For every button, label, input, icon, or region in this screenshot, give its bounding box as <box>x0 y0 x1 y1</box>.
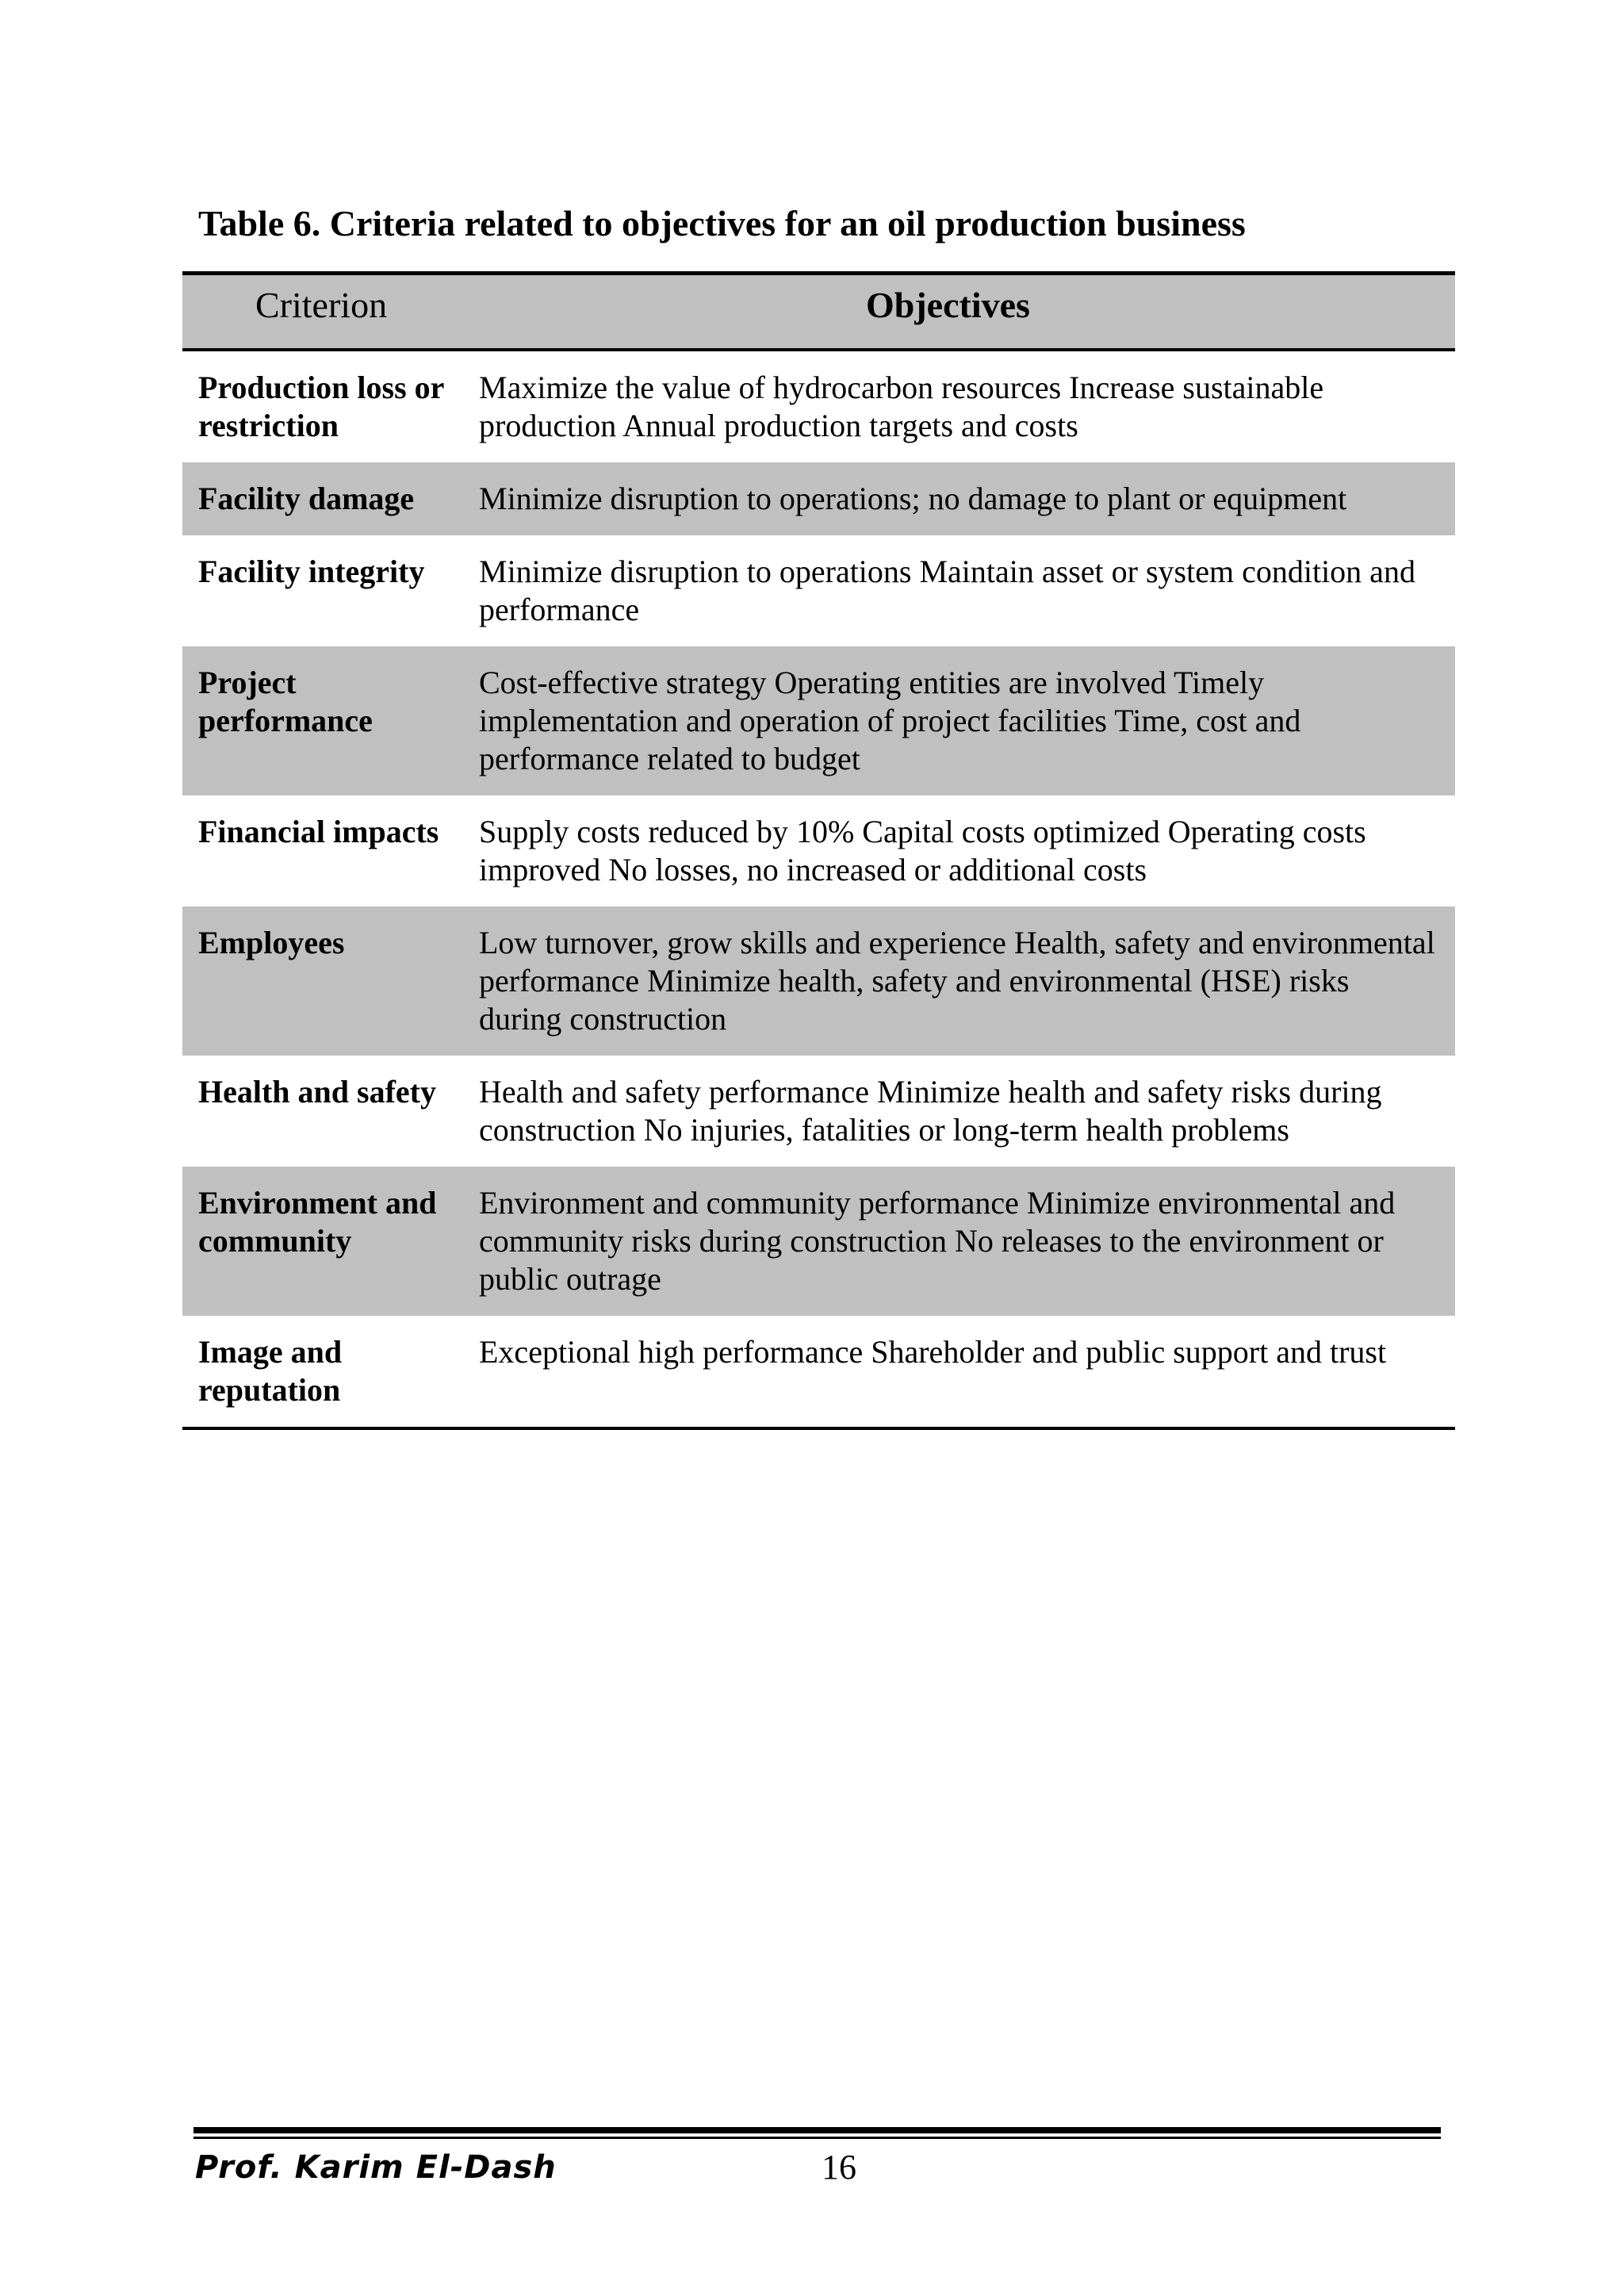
criterion-cell: Facility damage <box>198 480 415 516</box>
table-row <box>182 1056 1455 1167</box>
objectives-cell: Environment and community performance Minimize environmental and community risks during construction No releases to the environment or public outrage <box>479 1184 1396 1297</box>
criterion-cell: Image and reputation <box>182 1316 477 1428</box>
table-row <box>182 795 1455 907</box>
table-body <box>182 350 1455 1428</box>
table-row <box>182 535 1455 646</box>
objectives-cell: Minimize disruption to operations Maintain asset or system condition and performance <box>479 553 1415 627</box>
footer-divider-thin <box>193 2137 1441 2139</box>
criterion-cell: Financial impacts <box>198 813 439 849</box>
header-row <box>182 274 1455 350</box>
table-row <box>182 1167 1455 1316</box>
table-row <box>182 907 1455 1056</box>
footer-author: Prof. Karim El-Dash <box>195 2149 557 2186</box>
header-criterion: Criterion <box>182 274 477 350</box>
objectives-cell: Exceptional high performance Shareholder and public support and trust <box>477 1316 1455 1428</box>
table-header <box>182 274 1455 350</box>
objectives-cell: Low turnover, grow skills and experience Health, safety and environmental performance Minimize health, safety and environmental (HSE) risks during construction <box>479 924 1435 1037</box>
objectives-cell: Health and safety performance Minimize health and safety risks during construction No injuries, fatalities or long-term health problems <box>479 1073 1382 1148</box>
footer-divider <box>193 2127 1441 2133</box>
objectives-cell: Maximize the value of hydrocarbon resources Increase sustainable production Annual production targets and costs <box>479 369 1324 443</box>
criterion-cell: Facility integrity <box>198 553 425 589</box>
objectives-cell: Supply costs reduced by 10% Capital costs optimized Operating costs improved No losses, no increased or additional costs <box>479 813 1366 887</box>
table-row <box>182 646 1455 795</box>
criterion-cell: Health and safety <box>198 1073 436 1110</box>
criteria-table-container <box>182 271 1455 1430</box>
criterion-cell: Production loss or restriction <box>198 369 444 443</box>
table-row <box>182 462 1455 535</box>
table-row <box>182 1316 1455 1428</box>
objectives-cell: Minimize disruption to operations; no damage to plant or equipment <box>479 480 1347 516</box>
criterion-cell: Environment and community <box>198 1184 437 1259</box>
objectives-cell: Cost-effective strategy Operating entities are involved Timely implementation and operation of project facilities Time, cost and performance related to budget <box>479 664 1301 776</box>
criteria-table <box>182 271 1455 1430</box>
table-row <box>182 350 1455 462</box>
page-number: 16 <box>822 2148 856 2187</box>
header-objectives: Objectives <box>477 274 1455 350</box>
table-caption: Table 6. Criteria related to objectives for an oil production business <box>198 203 1246 243</box>
criterion-cell: Employees <box>198 924 345 960</box>
criterion-cell: Project performance <box>198 664 373 738</box>
